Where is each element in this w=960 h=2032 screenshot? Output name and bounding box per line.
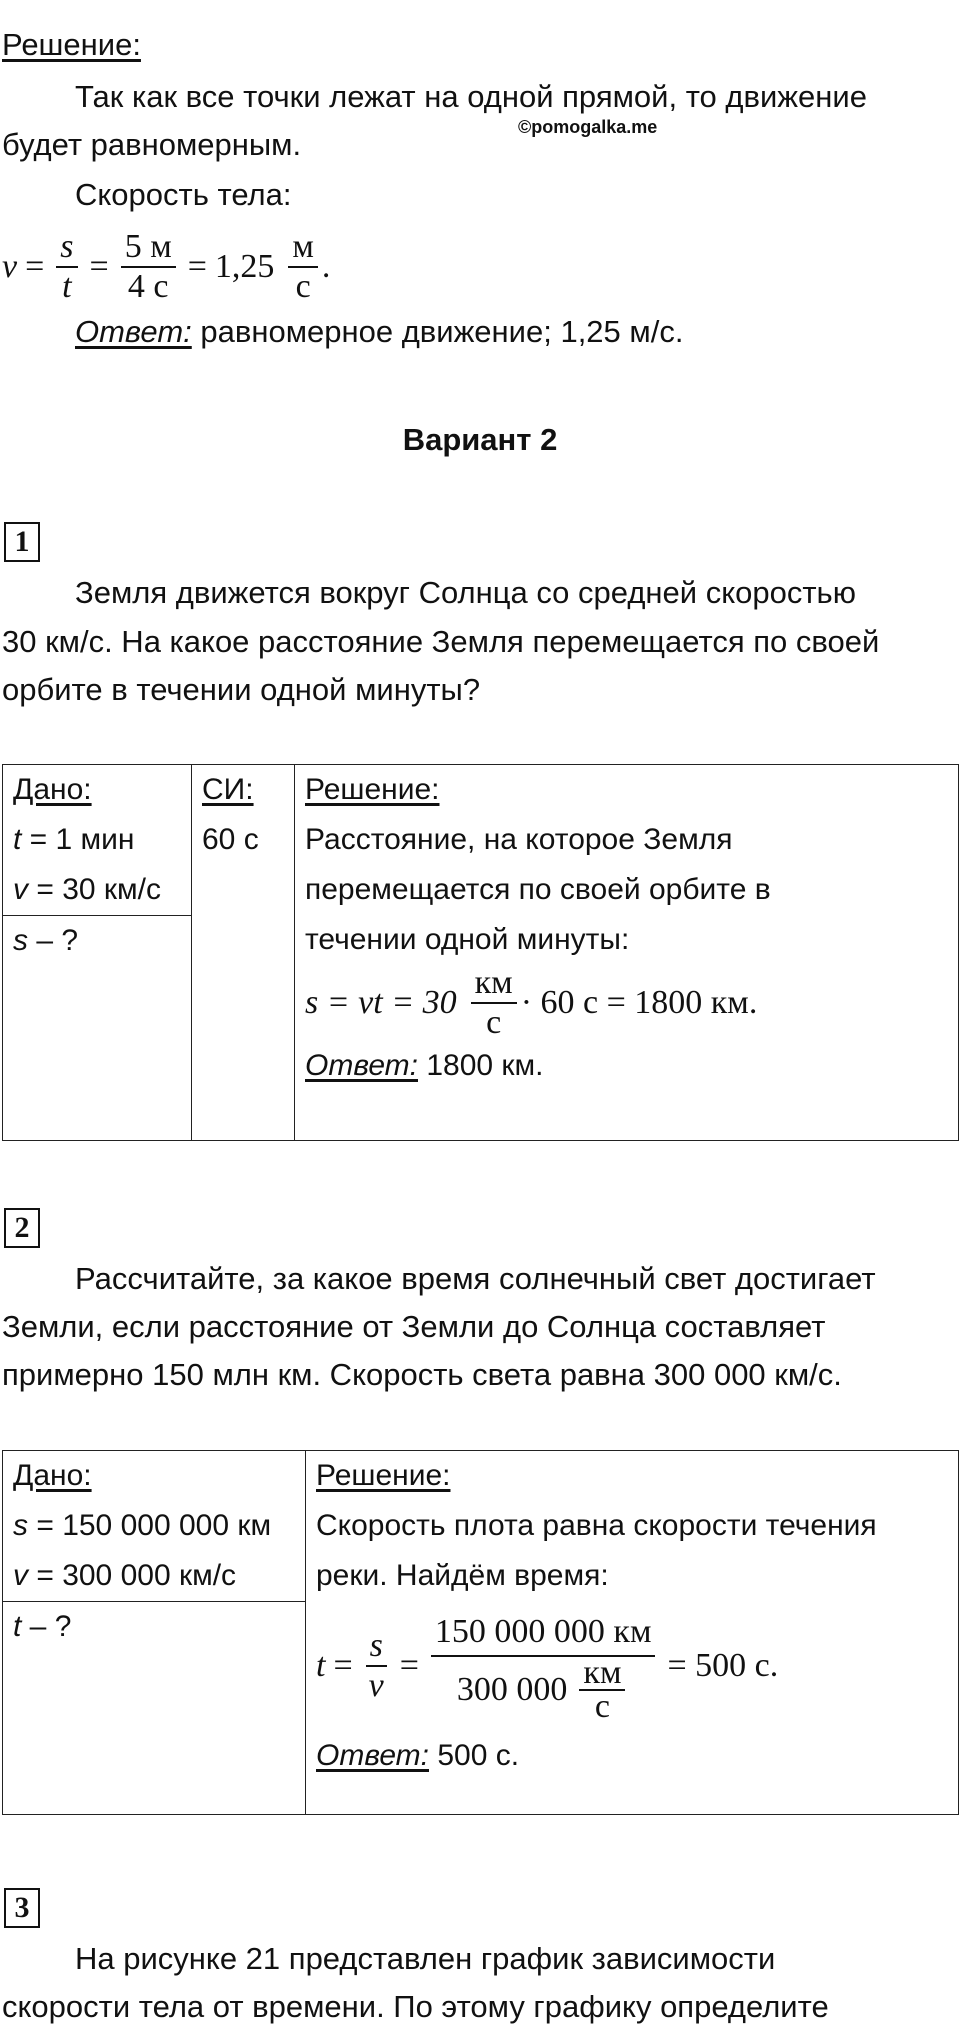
fraction-numerator: s [56, 228, 77, 268]
si-cell [192, 765, 295, 1141]
task-text-line: Земли, если расстояние от Земли до Солнца составляет [2, 1309, 826, 1344]
fraction-denominator: с [295, 268, 311, 305]
answer-line [0, 307, 683, 357]
solution-label: Решение: [305, 773, 440, 806]
variant-title: Вариант 2 [402, 422, 558, 457]
answer-text: 500 с. [429, 1739, 520, 1772]
distance-formula [305, 965, 948, 1041]
formula-eq: = [399, 1647, 419, 1684]
solution-cell [306, 1451, 959, 1815]
solution-line: перемещается по своей орбите в [305, 873, 771, 906]
given-s: s = 150 000 000 км [13, 1509, 272, 1542]
fraction-denominator: с [486, 1004, 502, 1041]
fraction-s-t [56, 228, 77, 306]
fraction-numerator: м [288, 228, 318, 268]
task-text-line: 30 км/с. На какое расстояние Земля перемещается по своей [2, 624, 880, 659]
given-table [2, 764, 959, 1141]
given-cell [3, 1451, 306, 1602]
answer-label: Ответ: [305, 1049, 418, 1082]
formula-eq: = [89, 248, 109, 285]
find-t: t – ? [13, 1610, 72, 1643]
formula-right: · 60 с = 1800 км. [520, 984, 758, 1021]
formula-var-v: v [2, 248, 18, 285]
task-text-line: На рисунке 21 представлен график зависимости [75, 1941, 776, 1976]
solution-label: Решение: [316, 1459, 451, 1492]
answer-label: Ответ: [316, 1739, 429, 1772]
fraction-numerator: км [579, 1657, 625, 1691]
task-text-line: орбите в течении одной минуты? [2, 672, 481, 707]
si-label: СИ: [202, 773, 254, 806]
denominator-value: 300 000 [456, 1671, 568, 1708]
fraction-denominator: t [62, 268, 72, 305]
given-label: Дано: [13, 773, 92, 806]
fraction-denominator: 4 с [127, 268, 169, 305]
solution-heading: Решение: [2, 27, 141, 62]
fraction-s-v [365, 1627, 388, 1705]
fraction-unit [471, 964, 517, 1042]
paragraph-line: Так как все точки лежат на одной прямой, то движение [75, 79, 867, 114]
given-v: v = 30 км/с [13, 873, 161, 906]
task-text-line: скорости тела от времени. По этому графику определите [2, 1989, 829, 2024]
time-formula [316, 1601, 948, 1731]
solution-line: реки. Найдём время: [316, 1559, 609, 1592]
fraction-numerator: 150 000 000 км [431, 1609, 656, 1657]
formula-eq: = [25, 248, 45, 285]
find-cell [3, 916, 192, 1141]
si-value: 60 с [202, 823, 259, 856]
solution-line: Скорость плота равна скорости течения [316, 1509, 877, 1542]
paragraph-line: будет равномерным. [2, 127, 302, 162]
fraction-numerator: s [366, 1627, 387, 1667]
formula-var-t: t [316, 1647, 326, 1684]
find-cell [3, 1602, 306, 1815]
given-label: Дано: [13, 1459, 92, 1492]
answer-line [316, 1731, 948, 1781]
given-table [2, 1450, 959, 1815]
speed-formula [2, 222, 330, 312]
task-text-line: Рассчитайте, за какое время солнечный свет достигает [75, 1261, 876, 1296]
given-cell [3, 765, 192, 916]
solution-line: течении одной минуты: [305, 923, 630, 956]
formula-eq: = [187, 248, 207, 285]
speed-label: Скорость тела: [75, 177, 292, 212]
task-number-box: 2 [4, 1208, 40, 1248]
answer-text: 1800 км. [418, 1049, 544, 1082]
formula-left: s = vt = 30 [305, 984, 457, 1021]
formula-result: = 500 с. [667, 1647, 779, 1684]
fraction-denominator: v [368, 1667, 384, 1704]
formula-eq: = [333, 1647, 353, 1684]
formula-end: . [321, 248, 331, 285]
fraction-numerator: км [471, 964, 517, 1004]
fraction-values [431, 1609, 656, 1723]
find-s: s – ? [13, 924, 79, 957]
solution-line: Расстояние, на которое Земля [305, 823, 733, 856]
fraction-denominator: с [594, 1688, 610, 1725]
task-text-line: Земля движется вокруг Солнца со средней скоростью [75, 575, 856, 610]
task-number-box: 1 [4, 522, 40, 562]
fraction-unit [579, 1654, 625, 1725]
fraction-unit [288, 228, 318, 306]
given-t: t = 1 мин [13, 823, 135, 856]
answer-line [305, 1041, 948, 1091]
solution-cell [295, 765, 959, 1141]
fraction-numerator: 5 м [121, 228, 176, 268]
task-number-box: 3 [4, 1888, 40, 1928]
formula-value: 1,25 [214, 248, 275, 285]
fraction-denominator [453, 1654, 634, 1725]
answer-label: Ответ: [75, 314, 192, 349]
fraction-values [121, 228, 176, 306]
watermark: ©pomogalka.me [518, 117, 658, 137]
task-text-line: примерно 150 млн км. Скорость света равна 300 000 км/с. [2, 1357, 842, 1392]
answer-text: равномерное движение; 1,25 м/с. [191, 314, 684, 349]
given-v: v = 300 000 км/с [13, 1559, 237, 1592]
